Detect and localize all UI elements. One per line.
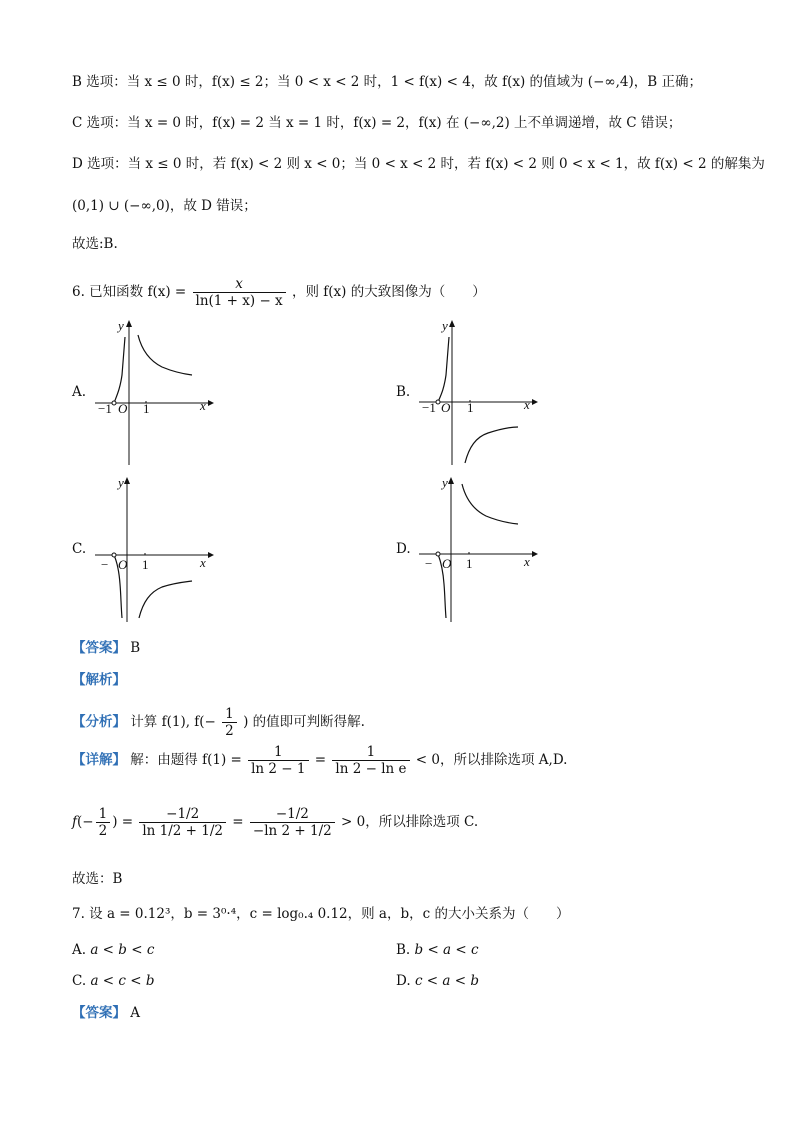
q6-detail-frac2-num: 1 xyxy=(332,744,409,761)
q6-eq2-lhs-num: 1 xyxy=(96,806,111,823)
q7-option-b xyxy=(396,942,479,958)
q6-eq2-mid1 xyxy=(139,806,226,839)
x-axis-arrow xyxy=(208,552,214,558)
c-option-explanation: C 选项：当 x = 0 时，f(x) = 2 当 x = 1 时，f(x) = 2，f(x) 在 (−∞,2) 上不单调递增，故 C 错误； xyxy=(72,115,682,131)
graph-b-y-label: y xyxy=(442,318,448,333)
graph-c-one: 1 xyxy=(142,557,149,572)
q6-analysis-tag: 【解析】 xyxy=(72,672,126,688)
q6-detail-pre: 解：由题得 f(1) = xyxy=(130,752,242,768)
q7-option-b-text: b < a < c xyxy=(414,942,479,958)
q6-graph-d xyxy=(414,472,544,627)
q7-answer-line xyxy=(72,1003,140,1023)
q6-eq2-mid2-num: −1/2 xyxy=(250,806,335,823)
q6-eq2-post: > 0，所以排除选项 C. xyxy=(341,814,479,830)
q6-option-b-label: B. xyxy=(396,384,411,400)
q6-option-a-label: A. xyxy=(72,384,87,400)
q6-detail-frac2-den: ln 2 − ln e xyxy=(335,761,407,777)
graph-b-one: 1 xyxy=(467,400,474,415)
curve-right-branch xyxy=(138,335,192,375)
y-axis-arrow xyxy=(124,477,130,484)
d-option-explanation-cont: (0,1) ∪ (−∞,0)，故 D 错误； xyxy=(72,198,257,214)
curve-right-branch xyxy=(139,581,192,618)
q6-suffix: ，则 f(x) 的大致图像为（ ） xyxy=(291,284,486,300)
q6-frac-den: ln(1 + x) − x xyxy=(195,293,283,309)
q6-eq2-minus: − xyxy=(82,814,94,830)
x-axis-arrow xyxy=(532,551,538,557)
q7-option-a xyxy=(72,942,154,958)
graph-d-y-label: y xyxy=(442,475,448,490)
open-point xyxy=(436,400,440,404)
q7-option-c xyxy=(72,973,154,989)
open-point xyxy=(436,552,440,556)
q7-answer-tag: 【答案】 xyxy=(72,1005,126,1021)
q6-fenxi-num: 1 xyxy=(222,706,237,723)
q6-eq2-lhs-den: 2 xyxy=(98,823,108,839)
q6-detail-frac1-num: 1 xyxy=(248,744,308,761)
curve-right-branch xyxy=(462,484,518,524)
graph-a-neg-one: −1 xyxy=(98,401,112,416)
q6-answer-value: B xyxy=(130,640,141,656)
b-option-explanation: B 选项：当 x ≤ 0 时，f(x) ≤ 2；当 0 < x < 2 时，1 < f(x) < 4，故 f(x) 的值域为 (−∞,4)，B 正确； xyxy=(72,74,702,90)
q7-option-d-label: D. xyxy=(396,973,411,989)
q6-answer-line xyxy=(72,638,140,658)
d-option-explanation: D 选项：当 x ≤ 0 时，若 f(x) < 2 则 x < 0；当 0 < x < 2 时，若 f(x) < 2 则 0 < x < 1，故 f(x) < 2 的解集为 xyxy=(72,156,765,172)
q6-fenxi-tag: 【分析】 xyxy=(72,714,126,730)
graph-c-y-label: y xyxy=(118,475,124,490)
q6-fenxi-pre: 计算 f(1), f(− xyxy=(130,714,216,730)
curve-left-branch xyxy=(114,337,125,403)
q7-option-a-text: a < b < c xyxy=(90,942,155,958)
q6-prefix: 6. 已知函数 f(x) = xyxy=(72,284,187,300)
graph-b-origin: O xyxy=(441,400,451,415)
q7-option-d-text: c < a < b xyxy=(414,973,479,989)
q6-eq2-lhs: f xyxy=(72,814,77,830)
graph-a-y-label: y xyxy=(118,318,124,333)
q6-analysis-line xyxy=(72,670,126,690)
q6-graph-c xyxy=(90,472,220,627)
graph-b-x-label: x xyxy=(524,397,530,412)
q6-detail-post: < 0，所以排除选项 A,D. xyxy=(415,752,568,768)
graph-c-x-label: x xyxy=(200,555,206,570)
x-axis-arrow xyxy=(532,399,538,405)
y-axis-arrow xyxy=(126,320,132,327)
q6-frac-num: x xyxy=(193,276,286,293)
q7-option-c-label: C. xyxy=(72,973,87,989)
q6-eq2-mid1-den: ln 1/2 + 1/2 xyxy=(142,823,224,839)
graph-a-origin: O xyxy=(118,401,128,416)
graph-c-neg: − xyxy=(101,557,109,572)
q6-detail-line xyxy=(72,744,567,777)
graph-c-origin: O xyxy=(118,557,128,572)
q6-option-c-label: C. xyxy=(72,541,87,557)
q6-choose: 故选：B xyxy=(72,871,123,887)
q6-fenxi-line xyxy=(72,706,365,739)
q6-fenxi-fraction xyxy=(222,706,237,739)
question-7-stem: 7. 设 a = 0.12³，b = 3⁰·⁴，c = log₀.₄ 0.12，则 a，b，c 的大小关系为（ ） xyxy=(72,906,570,922)
q6-detail-eq: = xyxy=(314,752,327,768)
graph-d-origin: O xyxy=(442,556,452,571)
graph-b-neg-one: −1 xyxy=(422,400,436,415)
q6-eq2-mid2 xyxy=(250,806,335,839)
q6-eq2-mid1-num: −1/2 xyxy=(139,806,226,823)
q6-detail-tag: 【详解】 xyxy=(72,752,126,768)
q6-detail-frac2 xyxy=(332,744,409,777)
q6-eq2-mid2-den: −ln 2 + 1/2 xyxy=(252,823,332,839)
q7-option-a-label: A. xyxy=(72,942,87,958)
curve-right-branch xyxy=(465,427,518,463)
graph-d-x-label: x xyxy=(524,554,530,569)
q6-function-fraction xyxy=(193,276,286,309)
q7-option-d xyxy=(396,973,479,989)
q6-graph-b xyxy=(414,315,544,470)
y-axis-arrow xyxy=(449,320,455,327)
graph-d-one: 1 xyxy=(466,556,473,571)
x-axis-arrow xyxy=(208,400,214,406)
q6-detail-frac1-den: ln 2 − 1 xyxy=(251,761,306,777)
q6-graph-a xyxy=(90,315,220,470)
q6-detail-frac1 xyxy=(248,744,308,777)
open-point xyxy=(112,553,116,557)
q6-eq2-lhs-frac xyxy=(96,806,111,839)
choose-b-first: 故选:B. xyxy=(72,236,118,252)
question-6-stem xyxy=(72,276,486,309)
q6-answer-tag: 【答案】 xyxy=(72,640,126,656)
open-point xyxy=(112,401,116,405)
q6-eq2-line: f(− $\frac{1}{2}$ ) = $\frac{-1/2}{\ln 1/2 + 1/2}$ = $\frac{-1/2}{-\ln 2 + 1/2}$ > 0，所以排除选项 C. xyxy=(72,806,479,839)
curve-left-branch xyxy=(438,337,449,402)
q6-option-d-label: D. xyxy=(396,541,411,557)
q7-option-c-text: a < c < b xyxy=(90,973,155,989)
q6-fenxi-den: 2 xyxy=(225,723,234,739)
y-axis-arrow xyxy=(448,477,454,484)
q6-fenxi-post: ) 的值即可判断得解. xyxy=(243,714,365,730)
graph-d-neg: − xyxy=(425,556,433,571)
graph-a-x-label: x xyxy=(200,398,206,413)
graph-a-one: 1 xyxy=(143,401,150,416)
q7-option-b-label: B. xyxy=(396,942,411,958)
q7-answer-value: A xyxy=(130,1005,141,1021)
